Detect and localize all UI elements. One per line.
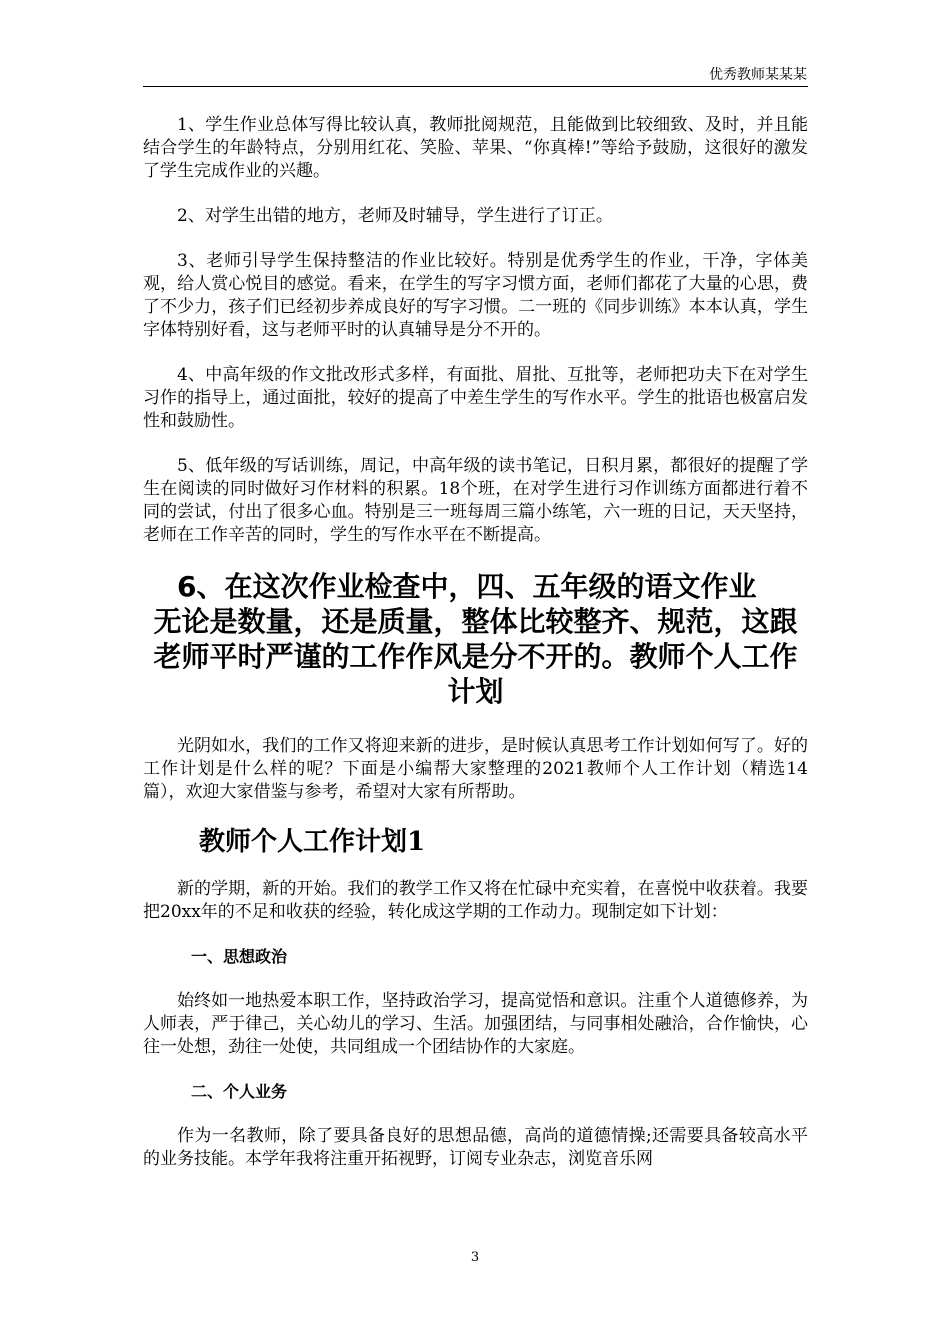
page-number: 3 xyxy=(470,1250,480,1265)
subsection-body-1: 始终如一地热爱本职工作，坚持政治学习，提高觉悟和意识。注重个人道德修养，为人师表，严于律己，关心幼儿的学习、生活。加强团结，与同事相处融洽，合作愉快，心往一处想，劲往一处使，共同组成一个团结协作的大家庭。 xyxy=(143,991,808,1057)
subsection-body-2: 作为一名教师，除了要具备良好的思想品德，高尚的道德情操;还需要具备较高水平的业务技能。本学年我将注重开拓视野，订阅专业杂志，浏览音乐网 xyxy=(143,1126,808,1169)
document-body xyxy=(143,114,808,1193)
header-rule xyxy=(143,86,808,87)
subsection-title-1: 一、思想政治 xyxy=(191,947,288,966)
paragraph-2: 2、对学生出错的地方，老师及时辅导，学生进行了订正。 xyxy=(177,206,613,226)
page-header-text: 优秀教师某某某 xyxy=(709,67,807,83)
subsection-title-2: 二、个人业务 xyxy=(191,1082,288,1101)
paragraph-3: 3、老师引导学生保持整洁的作业比较好。特别是优秀学生的作业，干净，字体美观，给人赏心悦目的感觉。看来，在学生的写字习惯方面，老师们都花了大量的心思，费了不少力，孩子们已经初步养成良好的写字习惯。二一班的《同步训练》本本认真，学生字体特别好看，这与老师平时的认真辅导是分不开的。 xyxy=(143,251,808,340)
paragraph-4: 4、中高年级的作文批改形式多样，有面批、眉批、互批等，老师把功夫下在对学生习作的指导上，通过面批，较好的提高了中差生学生的写作水平。学生的批语也极富启发性和鼓励性。 xyxy=(143,365,808,431)
large-heading xyxy=(143,569,808,709)
paragraph-1: 1、学生作业总体写得比较认真，教师批阅规范，且能做到比较细致、及时，并且能结合学生的年龄特点，分别用红花、笑脸、苹果、“你真棒!”等给予鼓励，这很好的激发了学生完成作业的兴趣。 xyxy=(143,115,808,181)
large-heading-rest: 无论是数量，还是质量，整体比较整齐、规范，这跟老师平时严谨的工作作风是分不开的。教师个人工作计划 xyxy=(153,605,798,708)
section-intro: 新的学期，新的开始。我们的教学工作又将在忙碌中充实着，在喜悦中收获着。我要把20xx年的不足和收获的经验，转化成这学期的工作动力。现制定如下计划： xyxy=(143,879,808,922)
paragraph-5: 5、低年级的写话训练，周记，中高年级的读书笔记，日积月累，都很好的提醒了学生在阅读的同时做好习作材料的积累。18个班，在对学生进行习作训练方面都进行着不同的尝试，付出了很多心血。特别是三一班每周三篇小练笔，六一班的日记，天天坚持，老师在工作辛苦的同时，学生的写作水平在不断提高。 xyxy=(143,456,808,545)
section-title: 教师个人工作计划1 xyxy=(199,827,426,857)
large-heading-line1: 6、在这次作业检查中，四、五年级的语文作业 xyxy=(177,570,757,603)
intro-paragraph: 光阴如水，我们的工作又将迎来新的进步，是时候认真思考工作计划如何写了。好的工作计划是什么样的呢？下面是小编帮大家整理的2021教师个人工作计划（精选14篇），欢迎大家借鉴与参考，希望对大家有所帮助。 xyxy=(143,736,808,802)
